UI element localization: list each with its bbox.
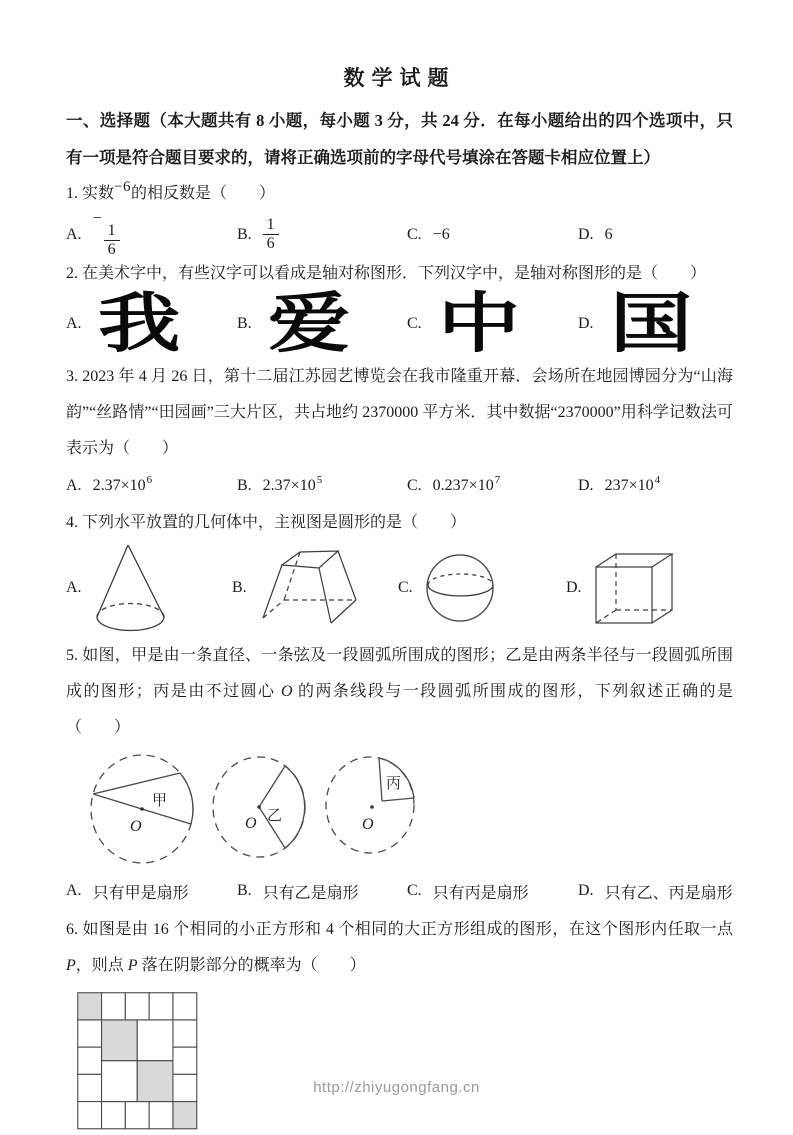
option-label: A.	[66, 882, 82, 899]
q5-option-b	[237, 880, 407, 903]
artistic-character: 爱	[267, 287, 351, 360]
q4-option-a	[66, 542, 232, 634]
scientific-notation	[604, 474, 661, 495]
q3-option-b	[237, 474, 407, 495]
q3-option-a	[66, 474, 237, 495]
notation-base: 2.37×10	[262, 477, 316, 494]
option-value: −6	[432, 225, 450, 243]
q2-option-d	[578, 287, 733, 360]
option-label: C.	[407, 225, 422, 243]
option-label: B.	[237, 225, 252, 243]
footer-url: http://zhiyugongfang.cn	[313, 1079, 480, 1096]
q5-stem-post: 的两条线段与一段圆弧所围成的图形，下列叙述正确的是（ ）	[66, 683, 733, 736]
grid-cell	[149, 1102, 173, 1129]
region-label-yi: 乙	[267, 808, 283, 824]
grid-cell	[102, 993, 126, 1020]
option-value: 只有甲是扇形	[92, 884, 189, 902]
region-label-jia: 甲	[152, 793, 168, 809]
q6-stem-post: 落在阴影部分的概率为（ ）	[137, 957, 366, 974]
option-label: C.	[407, 315, 422, 332]
option-value: 只有丙是扇形	[432, 884, 529, 902]
grid-cell-shaded	[173, 1102, 197, 1129]
option-label: C.	[407, 882, 422, 899]
option-label: D.	[578, 882, 594, 899]
grid-cell	[78, 1020, 102, 1047]
q1-options-row	[66, 210, 733, 259]
grid-cell-shaded	[102, 1020, 138, 1061]
option-label: B.	[237, 477, 252, 494]
q5-options-row	[66, 872, 733, 910]
center-label: O	[130, 818, 142, 835]
artistic-character: 国	[609, 287, 692, 360]
q1-option-a	[66, 210, 237, 260]
q3-option-c	[407, 474, 578, 495]
option-label: C.	[398, 579, 413, 596]
q5-stem	[66, 638, 733, 746]
option-label: A.	[66, 225, 82, 243]
fraction	[263, 216, 279, 254]
q1-stem-pre: 1. 实数	[66, 185, 115, 202]
section-heading: 一、选择题（本大题共有 8 小题，每小题 3 分，共 24 分．在每小题给出的四个选项中，只有一项是符合题目要求的，请将正确选项前的字母代号填涂在答题卡相应位置上）	[66, 111, 733, 167]
scientific-notation	[432, 474, 501, 495]
option-label: C.	[407, 477, 422, 494]
q4-options-row	[66, 540, 733, 636]
option-label: A.	[66, 579, 82, 596]
region-label-bing: 丙	[386, 776, 402, 792]
option-value: 只有乙是扇形	[262, 884, 359, 902]
scientific-notation	[262, 474, 323, 495]
q1-stem	[66, 178, 733, 210]
q5-option-c	[407, 880, 578, 903]
option-label: A.	[66, 315, 82, 332]
scientific-notation	[92, 474, 153, 495]
q5-option-a	[66, 880, 237, 903]
artistic-character: 我	[97, 287, 180, 360]
q5-option-d	[578, 880, 733, 903]
center-label: O	[362, 816, 374, 833]
q5-stem-pre: 5. 如图，甲是由一条直径、一条弦及一段圆弧所围成的图形；乙是由两条半径与一段圆弧所围成的图形；丙是由不过圆心	[66, 647, 733, 700]
frustum-figure	[259, 548, 359, 628]
q4-stem: 4. 下列水平放置的几何体中，主视图是圆形的是（ ）	[66, 514, 467, 531]
notation-exponent: 6	[146, 474, 153, 486]
notation-exponent: 7	[494, 474, 501, 486]
artistic-character: 中	[437, 287, 521, 360]
grid-cell	[78, 1047, 102, 1074]
q1-option-d	[578, 226, 733, 244]
q4-option-b	[232, 548, 398, 628]
center-label: O	[245, 815, 257, 832]
notation-base: 237×10	[604, 477, 654, 494]
q5-figures-row	[86, 750, 733, 872]
option-label: B.	[237, 315, 252, 332]
option-label: D.	[578, 315, 594, 332]
negative-fraction	[93, 210, 120, 260]
cuboid-figure	[594, 551, 675, 626]
q6-stem-pre: 6. 如图是由 16 个相同的小正方形和 4 个相同的大正方形组成的图形，在这个图形内任取一点	[66, 921, 733, 938]
grid-cell	[102, 1102, 126, 1129]
notation-base: 0.237×10	[432, 477, 494, 494]
grid-cell-shaded	[78, 993, 102, 1020]
option-value: 只有乙、丙是扇形	[604, 884, 733, 902]
q4-option-d	[566, 551, 733, 626]
q1-stem-superscript: −6	[114, 179, 131, 195]
notation-base: 2.37×10	[92, 477, 146, 494]
q2-option-c	[407, 287, 578, 360]
option-label: D.	[578, 225, 594, 243]
notation-exponent: 4	[654, 474, 661, 486]
option-label: B.	[237, 882, 252, 899]
q1-stem-post: 的相反数是（ ）	[130, 185, 275, 202]
grid-cell	[173, 1020, 197, 1047]
fraction-numerator: 1	[263, 216, 279, 235]
grid-cell	[78, 1102, 102, 1129]
q2-options-row	[66, 287, 733, 360]
circle-figure-jia	[86, 750, 198, 868]
cone-figure	[94, 542, 168, 634]
option-label: B.	[232, 579, 247, 596]
circle-figure-bing	[324, 750, 419, 860]
point-variable: P	[127, 957, 138, 974]
fraction-denominator: 6	[266, 235, 275, 253]
q6-stem-mid: ，则点	[75, 957, 128, 974]
grid-cell	[173, 1047, 197, 1074]
q1-option-c	[407, 226, 578, 244]
q2-option-b	[237, 287, 407, 360]
minus-sign: −	[92, 210, 102, 227]
grid-cell	[125, 1102, 149, 1129]
grid-cell	[149, 993, 173, 1020]
option-label: A.	[66, 477, 82, 494]
center-variable: O	[280, 683, 293, 700]
q3-option-d	[578, 474, 733, 495]
q2-option-a	[66, 287, 237, 360]
sphere-figure	[425, 552, 495, 624]
option-label: D.	[578, 477, 594, 494]
fraction-denominator: 6	[107, 241, 116, 259]
fraction-numerator: 1	[104, 222, 120, 241]
circle-figure-yi	[211, 750, 311, 865]
q4-option-c	[398, 552, 566, 624]
option-label: D.	[566, 579, 582, 596]
grid-cell	[173, 993, 197, 1020]
fraction	[104, 222, 120, 260]
q3-options-row	[66, 467, 733, 505]
page-title: 数学试题	[343, 66, 456, 90]
point-variable: P	[66, 957, 76, 974]
grid-cell	[137, 1020, 173, 1061]
q3-stem: 3. 2023 年 4 月 26 日，第十二届江苏园艺博览会在我市隆重开幕．会场所在地园博园分为“山海韵”“丝路情”“田园画”三大片区，共占地约 2370000 平方米．其中数据“2370000”用科学记数法可表示为（ ）	[66, 368, 733, 457]
q6-grid-svg	[77, 992, 198, 1130]
q1-option-b	[237, 216, 407, 254]
q6-stem	[66, 912, 733, 984]
option-value: 6	[604, 225, 613, 243]
q6-figure-wrap	[77, 992, 733, 1135]
q2-stem: 2. 在美术字中，有些汉字可以看成是轴对称图形．下列汉字中，是轴对称图形的是（ ）	[66, 265, 707, 282]
notation-exponent: 5	[316, 474, 323, 486]
grid-cell	[125, 993, 149, 1020]
